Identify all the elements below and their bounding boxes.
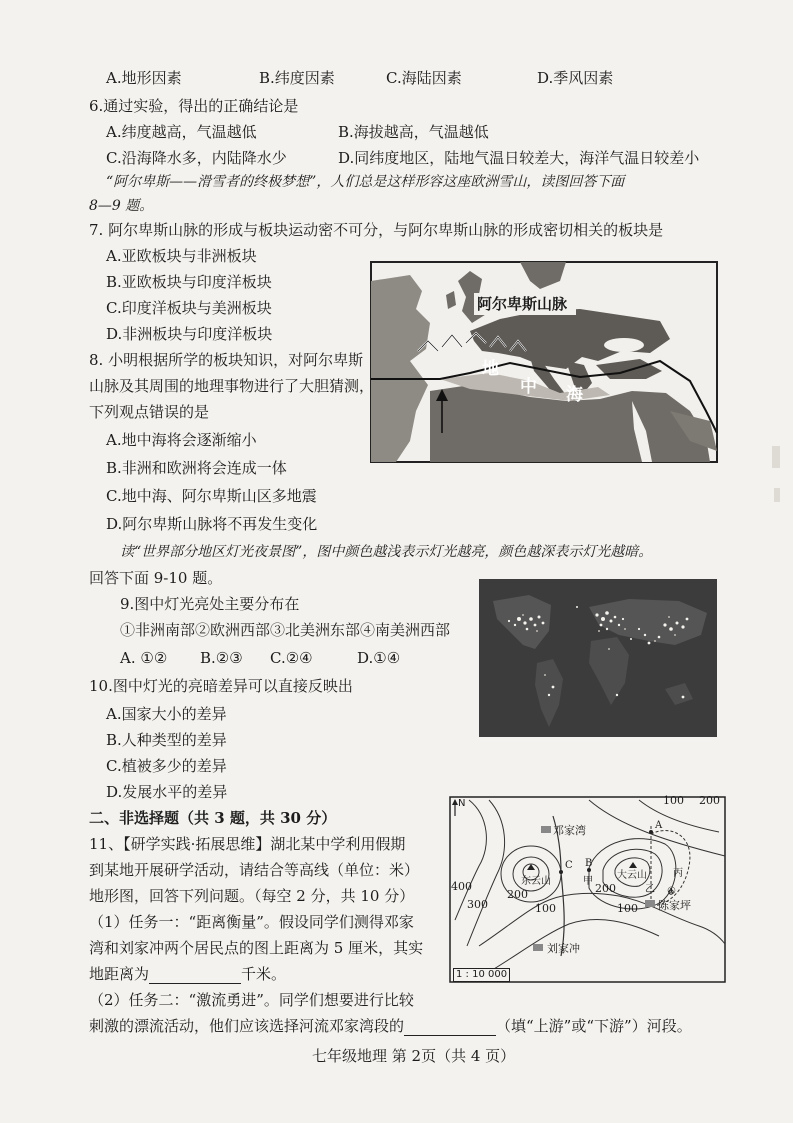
q6-option-d: D.同纬度地区，陆地气温日较差大，海洋气温日较差小 <box>338 149 700 167</box>
section-2-heading: 二、非选择题（共 3 题，共 30 分） <box>89 809 337 827</box>
q6-option-b: B.海拔越高，气温越低 <box>338 123 489 141</box>
q11-answer-blank-1[interactable] <box>149 967 241 984</box>
alps-map <box>370 261 718 463</box>
q11-task2-line1: （2）任务二：“激流勇进”。同学们想要进行比较 <box>89 991 414 1009</box>
q9-option-a: A. ①② <box>120 649 168 667</box>
q7-option-c: C.印度洋板块与美洲板块 <box>106 299 272 317</box>
point-b: B <box>585 858 593 869</box>
scan-mark <box>774 488 780 502</box>
q11-line2: 到某地开展研学活动，请结合等高线（单位：米） <box>89 861 420 879</box>
scan-mark <box>772 446 780 468</box>
point-circle-1: ① <box>667 886 676 897</box>
q10-stem: 10.图中灯光的亮暗差异可以直接反映出 <box>89 677 353 695</box>
q7-option-d: D.非洲板块与印度洋板块 <box>106 325 273 343</box>
north-label: N <box>458 798 466 809</box>
sea-char-1: 地 <box>482 359 499 379</box>
q11-task1-line3 <box>89 964 286 984</box>
q11-task1-tail-post: 千米。 <box>241 965 287 983</box>
q8-stem-line2: 山脉及其周围的地理事物进行了大胆猜测， <box>89 377 375 395</box>
q8-option-d: D.阿尔卑斯山脉将不再发生变化 <box>106 515 318 533</box>
place-chenjiaping: 陈家坪 <box>658 899 691 912</box>
q8-option-a: A.地中海将会逐渐缩小 <box>106 431 257 449</box>
q8-stem-line1: 8. 小明根据所学的板块知识，对阿尔卑斯 <box>89 351 364 369</box>
q11-task2-pre: 刺激的漂流活动，他们应该选择河流邓家湾段的 <box>89 1017 405 1035</box>
contour-100-right: 100 <box>617 902 638 915</box>
point-yi: 乙 <box>645 884 655 895</box>
alps-label: 阿尔卑斯山脉 <box>477 295 568 313</box>
q10-option-b: B.人种类型的差异 <box>106 731 227 749</box>
contour-200-right: 200 <box>595 882 616 895</box>
q11-task2-post: （填“上游”或“下游”）河段。 <box>496 1017 692 1035</box>
q6-option-c: C.沿海降水多，内陆降水少 <box>106 149 287 167</box>
q10-option-c: C.植被多少的差异 <box>106 757 227 775</box>
intro-8-9-line2: 8—9 题。 <box>89 198 154 214</box>
mountain-dayunshan: 大云山 <box>617 870 647 881</box>
place-dengjiawan: 邓家湾 <box>553 824 586 837</box>
q5-option-a: A.地形因素 <box>106 69 182 87</box>
q7-option-b: B.亚欧板块与印度洋板块 <box>106 273 272 291</box>
scale-label: 1 : 10 000 <box>453 968 510 982</box>
q11-line3: 地形图，回答下列问题。（每空 2 分，共 10 分） <box>89 887 415 905</box>
q9-option-b: B.②③ <box>200 649 243 667</box>
q11-task1-line2: 湾和刘家冲两个居民点的图上距离为 5 厘米，其实 <box>89 939 424 957</box>
q7-option-a: A.亚欧板块与非洲板块 <box>106 247 257 265</box>
q6-stem: 6.通过实验，得出的正确结论是 <box>89 97 299 115</box>
q9-stem: 9.图中灯光亮处主要分布在 <box>120 595 300 613</box>
sea-char-3: 海 <box>566 385 583 405</box>
q11-task1-tail-pre: 地距离为 <box>89 965 150 983</box>
q6-option-a: A.纬度越高，气温越低 <box>106 123 257 141</box>
point-jia: 甲 <box>583 876 593 887</box>
q5-option-d: D.季风因素 <box>537 69 614 87</box>
contour-200-top: 200 <box>699 794 720 807</box>
contour-100-top: 100 <box>663 794 684 807</box>
q5-option-b: B.纬度因素 <box>259 69 335 87</box>
q11-line1: 11、【研学实践·拓展思维】湖北某中学利用假期 <box>89 835 406 853</box>
q11-task1-line1: （1）任务一：“距离衡量”。假设同学们测得邓家 <box>89 913 414 931</box>
place-liujiachong: 刘家冲 <box>547 942 580 955</box>
q8-stem-line3: 下列观点错误的是 <box>89 403 210 421</box>
contour-map <box>449 796 726 983</box>
q9-option-d: D.①④ <box>357 649 401 667</box>
q10-option-d: D.发展水平的差异 <box>106 783 228 801</box>
point-c: C <box>565 860 573 871</box>
q9-option-c: C.②④ <box>270 649 313 667</box>
q8-option-c: C.地中海、阿尔卑斯山区多地震 <box>106 487 317 505</box>
sea-char-2: 中 <box>520 377 537 397</box>
contour-200-left: 200 <box>507 888 528 901</box>
point-a: A <box>655 820 663 831</box>
night-lights-map <box>479 579 717 737</box>
intro-8-9-line1: “阿尔卑斯——滑雪者的终极梦想”，人们总是这样形容这座欧洲雪山，读图回答下面 <box>106 174 625 190</box>
q8-option-b: B.非洲和欧洲将会连成一体 <box>106 459 287 477</box>
page-footer: 七年级地理 第 2页（共 4 页） <box>312 1047 516 1065</box>
mountain-dongyunshan: 东云山 <box>521 876 551 887</box>
intro-9-10-line2: 回答下面 9-10 题。 <box>89 569 223 587</box>
contour-400: 400 <box>451 880 472 893</box>
q7-stem: 7. 阿尔卑斯山脉的形成与板块运动密不可分，与阿尔卑斯山脉的形成密切相关的板块是 <box>89 221 664 239</box>
q11-answer-blank-2[interactable] <box>404 1019 496 1036</box>
q9-choices: ①非洲南部②欧洲西部③北美洲东部④南美洲西部 <box>120 621 451 639</box>
q10-option-a: A.国家大小的差异 <box>106 705 227 723</box>
q5-option-c: C.海陆因素 <box>386 69 462 87</box>
contour-100-left: 100 <box>535 902 556 915</box>
q11-task2-line2 <box>89 1016 692 1036</box>
point-bing: 丙 <box>673 868 683 879</box>
contour-300: 300 <box>467 898 488 911</box>
intro-9-10-line1: 读“世界部分地区灯光夜景图”，图中颜色越浅表示灯光越亮，颜色越深表示灯光越暗。 <box>120 544 653 560</box>
